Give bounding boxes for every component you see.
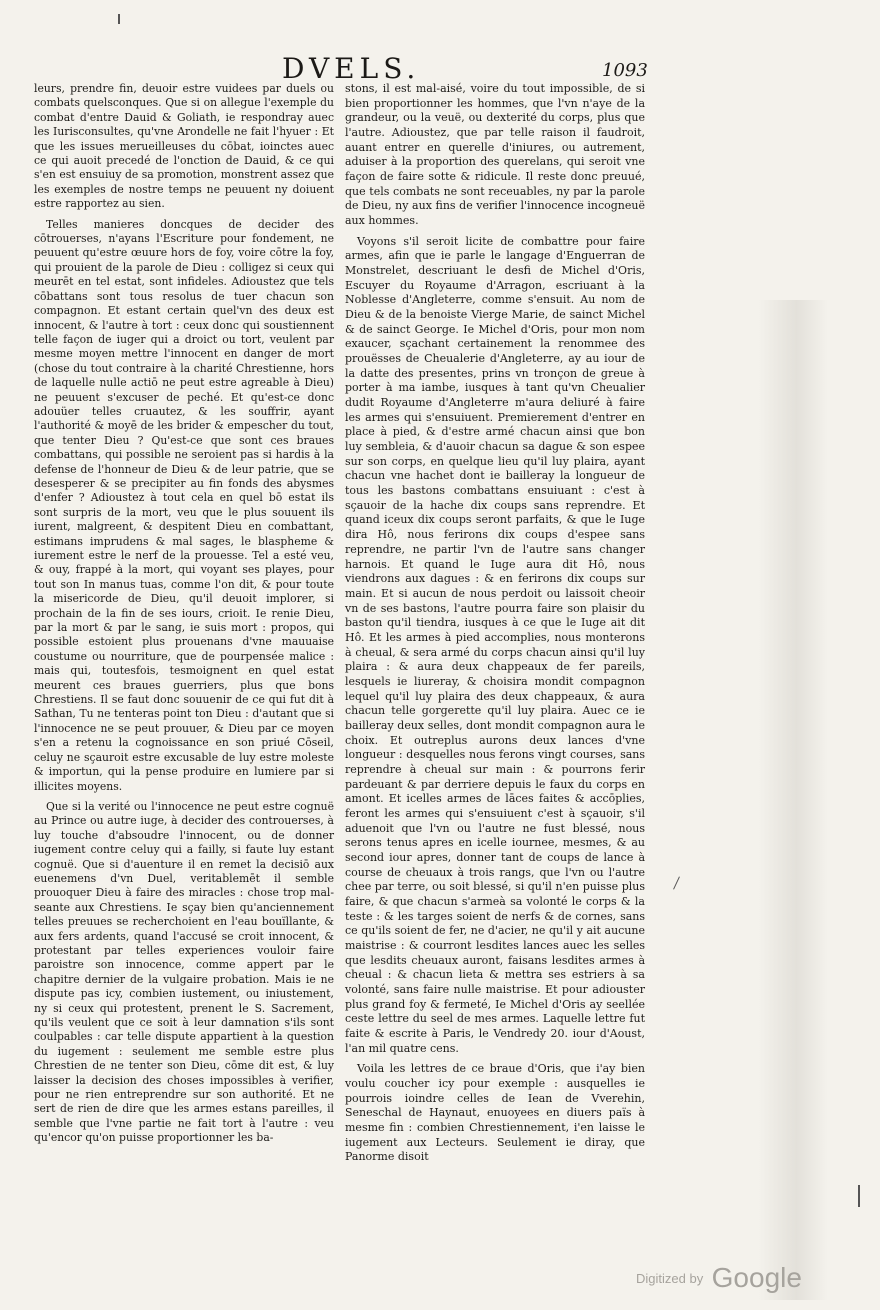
margin-mark — [118, 14, 120, 24]
page-header — [0, 54, 880, 84]
digitized-brand: Google — [711, 1262, 802, 1293]
paragraph: leurs, prendre fin, deuoir estre vuidees par duels ou combats quelsconques. Que si on allegue l'exemple du combat d'entre Dauid & Goliath, ie respondray auec les Iurisconsultes, qu'vne Arondelle ne fait l'hyuer : Et que les issues merueilleuses du cōbat, ioinctes auec ce qui auoit precedé de l'onction de Dauid, & ce qui s'en est ensuiuy de sa promotion, monstrent assez que les exemples de nostre temps ne peuuent ny doiuent estre rapportez au sien. — [34, 82, 334, 211]
paragraph: Voila les lettres de ce braue d'Oris, que i'ay bien voulu coucher icy pour exemple : ausquelles ie pourrois ioindre celles de Iean de Vverehin, Seneschal de Haynaut, enuoyees en diuers païs à mesme fin : combien Chrestiennement, i'en laisse le iugement aux Lecteurs. Seulement ie diray, que Panorme disoit — [345, 1062, 645, 1164]
paragraph: stons, il est mal-aisé, voire du tout impossible, de si bien proportionner les hommes, que l'vn n'aye de la grandeur, ou la veuë, ou dexterité du corps, plus que l'autre. Adioustez, que par telle raison il faudroit, auant entrer en querelle d'iniures, ou autrement, aduiser à la proportion des querelans, qui seroit vne façon de faire sotte & ridicule. Il reste donc preuué, que tels combats ne sont receuables, ny par la parole de Dieu, ny aux fins de verifier l'innocence incogneuë aux hommes. — [345, 82, 645, 228]
left-column — [34, 82, 334, 1146]
digitized-watermark — [636, 1262, 802, 1294]
paragraph: Telles manieres doncques de decider des cōtrouerses, n'ayans l'Escriture pour fondement, ne peuuent qu'estre œuure hors de foy, voire cōtre la foy, qui prouient de la parole de Dieu : colligez si ceux qui meurēt en tel estat, sont infideles. Adioustez que tels cōbattans sont tous resolus de tuer chacun son compagnon. Et estant certain quel'vn des deux est innocent, & l'autre à tort : ceux donc qui soustiennent telle façon de iuger qui a droict ou tort, veulent par mesme moyen mettre l'innocent en danger de mort (chose du tout contraire à la charité Chrestienne, hors de laquelle nulle actiō ne peut estre agreable à Dieu) ne peuuent s'excuser de peché. Et qu'est-ce donc adouüer telles cruautez, & les souffrir, ayant l'authorité & moyē de les brider & empescher du tout, que tenter Dieu ? Qu'est-ce que sont ces braues combattans, qui possible ne seroient pas si hardis à la defense de l'honneur de Dieu & de leur patrie, que se desesperer & se precipiter au fin fonds des abysmes d'enfer ? Adioustez à tout cela en quel bō estat ils sont surpris de la mort, veu que le plus souuent ils iurent, malgreent, & despitent Dieu en combattant, estimans imprudens & mal sages, le blaspheme & iurement estre le nerf de la prouesse. Tel a esté veu, & ouy, frappé à la mort, qui voyant ses playes, pour tout son In manus tuas, comme l'on dit, & pour toute la misericorde de Dieu, qu'il deuoit implorer, si prochain de la fin de ses iours, crioit. Ie renie Dieu, par la mort & par le sang, ie suis mort : propos, qui possible estoient plus prouenans d'vne mauuaise coustume ou nourriture, que de pourpensée malice : mais qui, toutesfois, tesmoignent en quel estat meurent ces braues guerriers, plus que bons Chrestiens. Il se faut donc souuenir de ce qui fut dit à Sathan, Tu ne tenteras point ton Dieu : d'autant que si l'innocence ne se peut prouuer, & Dieu par ce moyen s'en a retenu la cognoissance en son priué Cōseil, celuy ne sçauroit estre excusable de luy estre moleste & importun, qui la pense produire en lumiere par si illicites moyens. — [34, 217, 334, 793]
right-column — [345, 82, 645, 1165]
margin-mark — [673, 876, 680, 889]
margin-mark — [858, 1185, 860, 1207]
running-title: DVELS. — [282, 52, 421, 85]
paragraph: Que si la verité ou l'innocence ne peut estre cognuë au Prince ou autre iuge, à decider des controuerses, à luy touche d'absoudre l'innocent, ou de donner iugement contre celuy qui a failly, si faute luy estant cognuë. Que si d'auenture il en remet la decisiō aux euenemens d'vn Duel, veritablemēt il semble prouoquer Dieu à faire des miracles : chose trop mal-seante aux Chrestiens. Ie sçay bien qu'anciennement telles preuues se recherchoient en l'eau bouïllante, & aux fers ardents, quand l'accusé se croit innocent, & protestant par telles experiences vouloir faire paroistre son innocence, comme appert par le chapitre dernier de la vulgaire probation. Mais ie ne dispute pas icy, combien iustement, ou iniustement, ny si ceux qui protestent, prenent le S. Sacrement, qu'ils veulent que ce soit à leur damnation s'ils sont coulpables : car telle dispute appartient à la question du iugement : seulement me semble estre plus Chrestien de ne tenter son Dieu, cōme dit est, & luy laisser la decision des choses impossibles à verifier, pour ne rien entreprendre sur son authorité. Et ne sert de rien de dire que les armes estans pareilles, il semble que l'vne partie ne fait tort à l'autre : veu qu'encor qu'on puisse proportionner les ba- — [34, 799, 334, 1145]
digitized-label: Digitized by — [636, 1271, 704, 1286]
page-number: 1093 — [602, 60, 648, 81]
paragraph: Voyons s'il seroit licite de combattre pour faire armes, afin que ie parle le langage d'Enguerran de Monstrelet, descriuant le desfi de Michel d'Oris, Escuyer du Royaume d'Arragon, escriuant à la Noblesse d'Angleterre, comme s'ensuit. Au nom de Dieu & de la benoiste Vierge Marie, de sainct Michel & de sainct George. Ie Michel d'Oris, pour mon nom exaucer, sçachant certainement la renommee des prouësses de Cheualerie d'Angleterre, ay au iour de la datte des presentes, prins vn tronçon de greue à porter à ma iambe, iusques à tant qu'vn Cheualier dudit Royaume d'Angleterre m'aura deliuré à faire les armes qui s'ensuiuent. Premierement d'entrer en place à pied, & d'estre armé chacun ainsi que bon luy sembleia, & d'auoir chacun sa dague & son espee sur son corps, en quelque lieu qu'il luy plaira, ayant chacun vne hachet dont ie bailleray la longueur de tous les bastons combattans ensuiuant : c'est à sçauoir de la hache dix coups sans reprendre. Et quand iceux dix coups seront parfaits, & que le Iuge dira Hô, nous ferirons dix coups d'espee sans reprendre, ne partir l'vn de l'autre sans changer harnois. Et quand le Iuge aura dit Hô, nous viendrons aux dagues : & en ferirons dix coups sur main. Et si aucun de nous perdoit ou laissoit cheoir vn de ses bastons, l'autre pourra faire son plaisir du baston qu'il tiendra, iusques à ce que le Iuge ait dit Hô. Et les armes à pied accomplies, nous monterons à cheual, & sera armé du corps chacun ainsi qu'il luy plaira : & aura deux chappeaux de fer pareils, lesquels ie liureray, & choisira mondit compagnon lequel qu'il luy plaira des deux chappeaux, & aura chacun telle gorgerette qu'il luy plaira. Auec ce ie bailleray deux selles, dont mondit compagnon aura le choix. Et outreplus aurons deux lances d'vne longueur : desquelles nous ferons vingt courses, sans reprendre à cheual sur main : & pourrons ferir pardeuant & par derriere depuis le faux du corps en amont. Et icelles armes de lāces faites & accōplies, feront les armes qui s'ensuiuent c'est à sçauoir, s'il aduenoit que l'vn ou l'autre ne fust blessé, nous serons tenus apres en icelle iournee, mesmes, & au second iour apres, donner tant de coups de lance à course de cheuaux à trois rangs, que l'vn ou l'autre chee par terre, ou soit blessé, si qu'il n'en puisse plus faire, & que chacun s'armeà sa volonté le corps & la teste : & les targes soient de nerfs & de cornes, sans ce qu'ils soient de fer, ne d'acier, ne qu'il y ait aucune maistrise : & courront lesdites lances auec les selles que lesdits cheuaux auront, faisans lesdites armes à cheual : & chacun lieta & mettra ses estriers à sa volonté, sans faire nulle maistrise. Et pour adiouster plus grand foy & fermeté, Ie Michel d'Oris ay seellée ceste lettre du seel de mes armes. Laquelle lettre fut faite & escrite à Paris, le Vendredy 20. iour d'Aoust, l'an mil quatre cens. — [345, 234, 645, 1055]
page-gutter-shadow — [758, 300, 828, 1300]
